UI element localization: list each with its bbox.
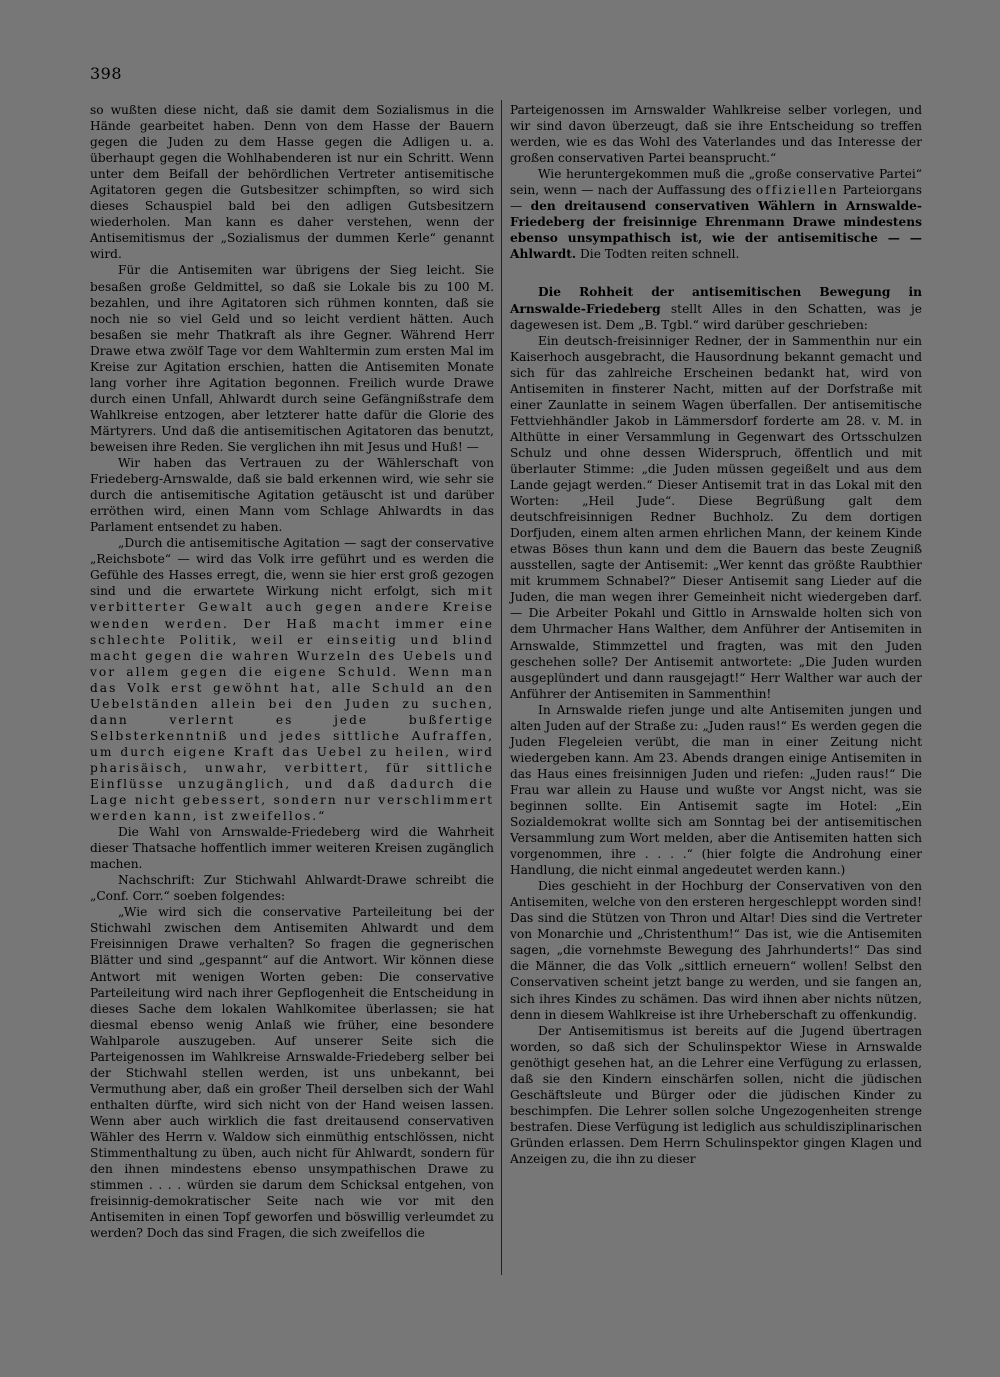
paragraph: Wir haben das Vertrauen zu der Wählerschaft von Friedeberg-Arnswalde, daß sie bald erkennen wird, wie sehr sie durch die antisemitische Agitation getäuscht ist und darüber erröthen wird, einen Mann vom Schlage Ahlwardts in das Parlament entsendet zu haben.	[90, 456, 494, 535]
text-run: Parteiorgans —	[510, 183, 922, 214]
text-run: stellt Alles in den Schatten, was je dagewesen ist. Dem „B. Tgbl.“ wird darüber geschrieben:	[510, 301, 922, 332]
bold-heading: Die Rohheit der antisemitischen Bewegung in Arnswalde-Friedeberg	[510, 285, 922, 316]
quote-text: „Durch die antisemitische Agitation — sagt der conservative „Reichsbote“ — wird das Volk irre geführt und es werden die Gefühle des Hasses erregt, die, wenn sie hier erst groß gezogen sind und die erwartete Wirkung nicht erfolgt, sich	[90, 536, 494, 599]
quote-reichsbote	[90, 535, 494, 824]
quote-conf-corr: „Wie wird sich die conservative Parteileitung bei der Stichwahl zwischen dem Antisemiten Ahlwardt und dem Freisinnigen Drawe verhalten? So fragen die gegnerischen Blätter und sind „gespannt“ auf die Antwort. Wir können diese Antwort mit wenigen Worten geben: Die conservative Parteileitung wird nach ihrer Gepflogenheit die Entscheidung in dieses Sache dem lokalen Wahlkomitee überlassen; sie hat diesmal ebenso wenig Anlaß wie früher, eine besondere Wahlparole auszugeben. Auf unserer Seite sich die Parteigenossen im Wahlkreise Arnswalde-Friedeberg selber bei der Stichwahl stellen werden, ist uns unbekannt, bei Vermuthung aber, daß ein großer Theil derselben sich der Wahl enthalten dürfte, wird sich nicht von der Hand weisen lassen. Wenn aber auch wirklich die fast dreitausend conservativen Wähler des Herrn v. Waldow sich einmüthig entschlössen, nicht Stimmenthaltung zu üben, auch nicht für Ahlwardt, sondern für den ihnen mindestens ebenso unsympathischen Drawe zu stimmen . . . . würden sie darum dem Schicksal entgehen, von freisinnig-demokratischer Seite nach wie vor mit den Antisemiten in einen Topf geworfen und böswillig verleumdet zu werden? Doch das sind Fragen, die sich zweifellos die	[90, 905, 494, 1241]
paragraph: Der Antisemitismus ist bereits auf die Jugend übertragen worden, so daß sich der Schulinspektor Wiese in Arnswalde genöthigt gesehen hat, an die Lehrer eine Verfügung zu erlassen, daß sie den Kindern einschärfen sollen, nicht die jüdischen Geschäftsleute und Bürger oder die jüdischen Kinder zu beschimpfen. Die Lehrer sollen solche Ungezogenheiten strenge bestrafen. Diese Verfügung ist lediglich aus schuldisziplinarischen Gründen erlassen. Dem Herrn Schulinspektor gingen Klagen und Anzeigen zu, die ihn zu dieser	[510, 1023, 922, 1166]
spaced-quote-text: mit verbitterter Gewalt auch gegen andere Kreise wenden werden. Der Haß macht immer eine schlechte Politik, weil er einseitig und blind macht gegen die wahren Wurzeln des Uebels und vor allem gegen die eigene Schuld. Wenn man das Volk erst gewöhnt hat, alle Schuld an den Uebelständen allein bei den Juden zu suchen, dann verlernt es jede bußfertige Selbsterkenntniß und jedes sittliche Aufraffen, um durch eigene Kraft das Uebel zu heilen, wird pharisäisch, unwahr, verbittert, für sittliche Einflüsse unzugänglich, und daß dadurch die Lage nicht gebessert, sondern nur verschlimmert werden kann, ist zweifellos.“	[90, 584, 494, 824]
text-run: Wie heruntergekommen muß die „große conservative Partei“ sein, wenn — nach der Auffassung des	[510, 167, 922, 198]
column-divider	[501, 100, 502, 1275]
paragraph: so wußten diese nicht, daß sie damit dem Sozialismus in die Hände gearbeitet haben. Denn von dem Hasse der Bauern gegen die Juden zu dem Hasse gegen die Adligen u. a. überhaupt gegen die Wohlhabenderen ist nur ein Schritt. Wenn unter dem Beifall der behördlichen Vertreter antisemitische Agitatoren gegen die Gutsbesitzer schimpften, so wird sich dieses Schauspiel bald bei den adligen Gutsbesitzern wiederholen. Man kann es daher verstehen, wenn der Antisemitismus der „Sozialismus der dummen Kerle“ genannt wird.	[90, 103, 494, 262]
text-run: Die Todten reiten schnell.	[576, 247, 740, 262]
paragraph: In Arnswalde riefen junge und alte Antisemiten jungen und alten Juden auf der Straße zu: „Juden raus!“ Es werden gegen die Juden Flegeleien verübt, die man in einer Zeitung nicht wiedergeben kann. Am 23. Abends drangen einige Antisemiten in das Haus eines freisinnigen Juden und riefen: „Juden raus!“ Die Frau war allein zu Hause und wußte vor Angst nicht, was sie beginnen sollte. Ein Antisemit sagte im Hotel: „Ein Sozialdemokrat wollte sich am Sonntag bei der antisemitischen Versammlung zum Wort melden, aber die Antisemiten hatten sich vorgenommen, ihre . . . .“ (hier folgte die Androhung einer Handlung, die nicht einmal angedeutet werden kann.)	[510, 702, 922, 878]
paragraph: Dies geschieht in der Hochburg der Conservativen von den Antisemiten, welche von den ersteren hergeschleppt worden sind! Das sind die Stützen von Thron und Altar! Dies sind die Vertreter von Monarchie und „Christenthum!“ Das ist, wie die Antisemiten sagen, „die vornehmste Bewegung des Jahrhunderts!“ Das sind die Männer, die das Volk „sittlich erneuern“ wollen! Selbst den Conservativen scheint jetzt bange zu werden, und sie fangen an, sich ihres Kindes zu schämen. Das wird ihnen aber nichts nützen, denn in diesem Wahlkreise ist ihre Urheberschaft zu offenkundig.	[510, 879, 922, 1022]
paragraph: Die Wahl von Arnswalde-Friedeberg wird die Wahrheit dieser Thatsache hoffentlich immer weiteren Kreisen zugänglich machen.	[90, 825, 494, 872]
left-column	[90, 102, 494, 1241]
paragraph	[510, 166, 922, 262]
paragraph: Für die Antisemiten war übrigens der Sieg leicht. Sie besaßen große Geldmittel, so daß sie Lokale bis zu 100 M. bezahlen, und ihre Agitatoren sich rühmen konnten, daß sie noch nie so viel Geld und so leicht verdient hätten. Auch besaßen sie mehr Thatkraft als ihre Gegner. Während Herr Drawe etwa zwölf Tage vor dem Wahltermin zum ersten Mal im Kreise zur Agitation erschien, hatten die Antisemiten Monate lang vorher ihre Agitation begonnen. Freilich wurde Drawe durch einen Unfall, Ahlwardt durch seine Gefängnißstrafe dem Wahlkreise entzogen, aber letzterer hatte dafür die Glorie des Märtyrers. Und daß die antisemitischen Agitatoren das benutzt, beweisen ihre Reden. Sie verglichen ihn mit Jesus und Huß! —	[90, 263, 494, 454]
section-heading-paragraph	[510, 284, 922, 332]
spaced-word: offiziellen	[755, 183, 839, 198]
paragraph: Parteigenossen im Arnswalder Wahlkreise selber vorlegen, und wir sind davon überzeugt, daß sie ihre Entscheidung so treffen werden, wie es das Wohl des Vaterlandes und das Interesse der großen conservativen Partei beansprucht.“	[510, 103, 922, 166]
bold-text: den dreitausend conservativen Wählern in Arnswalde-Friedeberg der freisinnige Ehrenmann Drawe mindestens ebenso unsympathisch ist, wie der antisemitische — — Ahlwardt.	[510, 199, 922, 262]
paragraph: Ein deutsch-freisinniger Redner, der in Sammenthin nur ein Kaiserhoch ausgebracht, die Hausordnung bekannt gemacht und sich für das zahlreiche Erscheinen bedankt hat, wird von Antisemiten in finsterer Nacht, mitten auf der Dorfstraße mit einer Zaunlatte in seinem Wagen überfallen. Der antisemitische Fettviehhändler Jakob in Lämmersdorf forderte am 28. v. M. in Althütte in einer Versammlung in Gegenwart des Ortsschulzen Schulz und ohne dessen Widerspruch, öffentlich und mit überlauter Stimme: „die Juden müssen gegeißelt und aus dem Lande gejagt werden.“ Dieser Antisemit trat in das Lokal mit den Worten: „Heil Jude“. Diese Begrüßung galt dem deutschfreisinnigen Redner Buchholz. Zu dem dortigen Dorfjuden, einem alten armen ehrlichen Mann, der keinem Kinde etwas Böses thun kann und dem die Bauern das beste Zeugniß ausstellen, sagte der Antisemit: „Wer kennt das größte Raubthier mit krummem Schnabel?“ Dieser Antisemit sang Lieder auf die Juden, die man wegen ihrer Gemeinheit nicht wiedergeben darf. — Die Arbeiter Pokahl und Gittlo in Arnswalde holten sich von dem Uhrmacher Hans Walther, dem Anführer der Antisemiten in Arnswalde, Stimmzettel und fragten, was mit den Juden geschehen solle? Der Antisemit antwortete: „Die Juden wurden ausgeplündert und dann rausgejagt!“ Herr Walther war auch der Anführer der Antisemiten in Sammenthin!	[510, 333, 922, 701]
postscript: Nachschrift: Zur Stichwahl Ahlwardt-Drawe schreibt die „Conf. Corr.“ soeben folgendes:	[90, 873, 494, 904]
right-column	[510, 102, 922, 1167]
page-number: 398	[90, 64, 123, 83]
